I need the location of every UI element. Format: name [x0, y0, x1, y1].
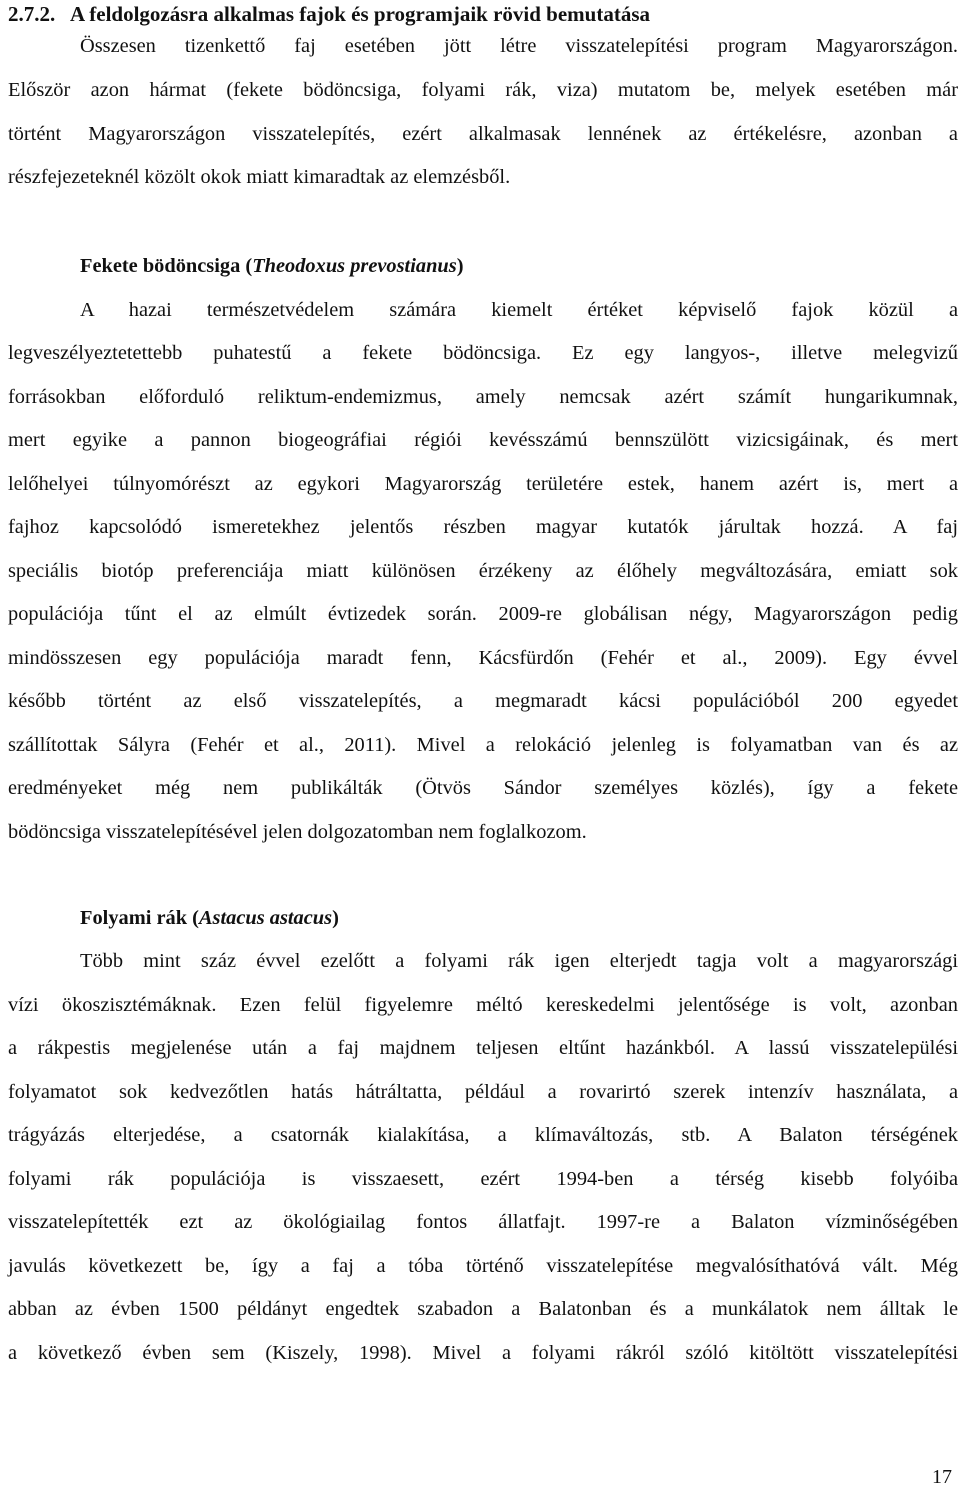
section-number: 2.7.2. — [8, 2, 56, 26]
paragraph-line: történt Magyarországon visszatelepítés, ezért alkalmasak lennének az értékelésre, azonban a — [8, 123, 958, 145]
paragraph-line: Több mint száz évvel ezelőtt a folyami rák igen elterjedt tagja volt a magyarországi — [80, 950, 958, 972]
subsection-heading — [80, 904, 958, 932]
paragraph-line: szállítottak Sályra (Fehér et al., 2011). Mivel a relokáció jelenleg is folyamatban van és az — [8, 734, 958, 756]
paragraph-line: fajhoz kapcsolódó ismeretekhez jelentős részben magyar kutatók járultak hozzá. A faj — [8, 516, 958, 538]
paragraph-line: vízi ökoszisztémáknak. Ezen felül figyelemre méltó kereskedelmi jelentősége is volt, azonban — [8, 994, 958, 1016]
paragraph-line: forrásokban előforduló reliktum-endemizmus, amely nemcsak azért számít hungarikumnak, — [8, 386, 958, 408]
paragraph-line: trágyázás elterjedése, a csatornák kialakítása, a klímaváltozás, stb. A Balaton térségének — [8, 1124, 958, 1146]
paragraph-line: a következő évben sem (Kiszely, 1998). Mivel a folyami rákról szóló kitöltött visszatelepítési — [8, 1342, 958, 1364]
paragraph-line: visszatelepítették ezt az ökológiailag fontos állatfajt. 1997-re a Balaton vízminőségében — [8, 1211, 958, 1233]
page-number: 17 — [932, 1466, 952, 1488]
section-heading — [8, 0, 650, 28]
paren-close: ) — [456, 255, 464, 277]
paragraph-line: folyami rák populációja is visszaesett, ezért 1994-ben a térség kisebb folyóiba — [8, 1168, 958, 1190]
subsection-heading — [80, 252, 958, 280]
paragraph-line: mindösszesen egy populációja maradt fenn, Kácsfürdőn (Fehér et al., 2009). Egy évvel — [8, 647, 958, 669]
species-name: Fekete bödöncsiga — [80, 255, 241, 277]
paragraph-line: speciális biotóp preferenciája miatt különösen érzékeny az élőhely megváltozására, emiatt sok — [8, 560, 958, 582]
paren-close: ) — [332, 907, 339, 929]
paragraph-line: lelőhelyei túlnyomórészt az egykori Magyarország területére estek, hanem azért is, mert a — [8, 473, 958, 495]
paragraph-line: bödöncsiga visszatelepítésével jelen dolgozatomban nem foglalkozom. — [8, 821, 587, 843]
paragraph-line: legveszélyeztetettebb puhatestű a fekete bödöncsiga. Ez egy langyos-, illetve melegvizű — [8, 342, 958, 364]
section-title: A feldolgozásra alkalmas fajok és programjaik rövid bemutatása — [70, 2, 651, 26]
paragraph-line: javulás következett be, így a faj a tóba történő visszatelepítése megvalósíthatóvá vált. Még — [8, 1255, 958, 1277]
paragraph-line: A hazai természetvédelem számára kiemelt értéket képviselő fajok közül a — [80, 299, 958, 321]
species-name: Folyami rák — [80, 907, 188, 929]
paren-open: ( — [187, 907, 199, 929]
species-latin-name: Theodoxus prevostianus — [252, 255, 457, 277]
paren-open: ( — [240, 255, 253, 277]
paragraph-line: Először azon hármat (fekete bödöncsiga, folyami rák, viza) mutatom be, melyek esetében már — [8, 79, 958, 101]
paragraph-line: abban az évben 1500 példányt engedtek szabadon a Balatonban és a munkálatok nem álltak le — [8, 1298, 958, 1320]
paragraph-line: eredményeket még nem publikálták (Ötvös Sándor személyes közlés), így a fekete — [8, 777, 958, 799]
paragraph-line: mert egyike a pannon biogeográfiai régiói kevésszámú bennszülött vizicsigáinak, és mert — [8, 429, 958, 451]
paragraph-line: Összesen tizenkettő faj esetében jött létre visszatelepítési program Magyarországon. — [80, 35, 958, 57]
paragraph-line: később történt az első visszatelepítés, a megmaradt kácsi populációból 200 egyedet — [8, 690, 958, 712]
paragraph-line: populációja tűnt el az elmúlt évtizedek során. 2009-re globálisan négy, Magyarországon pedig — [8, 603, 958, 625]
paragraph-line: a rákpestis megjelenése után a faj majdnem teljesen eltűnt hazánkból. A lassú visszatelepülési — [8, 1037, 958, 1059]
species-latin-name: Astacus astacus — [198, 907, 333, 929]
paragraph-line: részfejezeteknél közölt okok miatt kimaradtak az elemzésből. — [8, 166, 511, 188]
paragraph-line: folyamatot sok kedvezőtlen hatás hátráltatta, például a rovarirtó szerek intenzív használata, a — [8, 1081, 958, 1103]
